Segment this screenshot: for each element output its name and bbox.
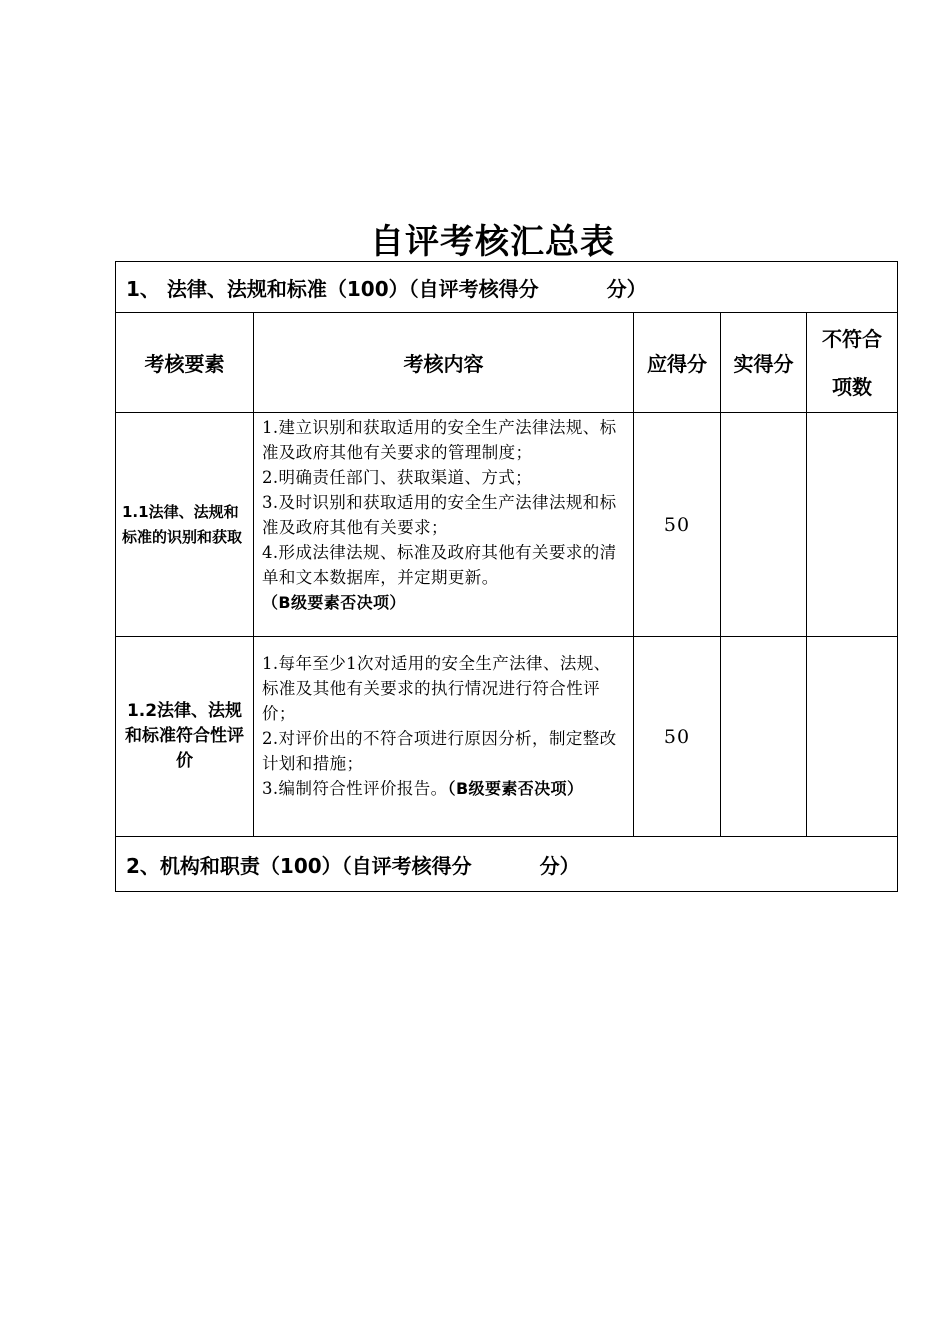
section-1-label: 1、 法律、法规和标准（100）（自评考核得分: [126, 276, 539, 301]
row-2-content-line: [262, 776, 625, 801]
section-2-row: [115, 836, 898, 892]
header-noncompliant-count: [806, 312, 898, 413]
header-element: 考核要素: [115, 312, 254, 413]
row-2-content-line: 2.对评价出的不符合项进行原因分析，制定整改计划和措施；: [262, 729, 617, 773]
row-2-noncompliant-count[interactable]: [806, 636, 898, 837]
row-1-expected-score: 50: [633, 412, 721, 637]
row-1-content-line: 2.明确责任部门、获取渠道、方式；: [262, 468, 533, 487]
row-1-veto-note: （B级要素否决项）: [262, 593, 406, 612]
page-title: 自评考核汇总表: [370, 222, 615, 262]
section-2-suffix: 分）: [539, 853, 580, 878]
row-2-element: 1.2法律、法规和标准符合性评价: [115, 636, 254, 837]
row-2-veto-note: （B级要素否决项）: [447, 779, 584, 798]
header-actual-score: 实得分: [720, 312, 807, 413]
row-2-content: [253, 636, 634, 837]
row-1-element: 1.1法律、法规和标准的识别和获取: [115, 412, 254, 637]
header-content: 考核内容: [253, 312, 634, 413]
row-1-content-line: 4.形成法律法规、标准及政府其他有关要求的清单和文本数据库，并定期更新。: [262, 543, 617, 587]
row-1-content-line: 3.及时识别和获取适用的安全生产法律法规和标准及政府其他有关要求；: [262, 493, 617, 537]
header-noncompliant-line2: 项数: [832, 374, 872, 399]
section-1-row: [115, 261, 898, 313]
row-2-content-line: 1.每年至少1次对适用的安全生产法律、法规、标准及其他有关要求的执行情况进行符合性评价；: [262, 654, 611, 723]
row-2-actual-score[interactable]: [720, 636, 807, 837]
summary-table: [115, 261, 898, 892]
header-expected-score: 应得分: [633, 312, 721, 413]
row-1-noncompliant-count[interactable]: [806, 412, 898, 637]
row-1-actual-score[interactable]: [720, 412, 807, 637]
header-noncompliant-line1: 不符合: [822, 326, 882, 351]
row-1-content: [253, 412, 634, 637]
row-2-content-last: 3.编制符合性评价报告。: [262, 779, 448, 798]
section-2-label: 2、机构和职责（100）（自评考核得分: [126, 853, 472, 878]
section-1-suffix: 分）: [606, 276, 647, 301]
row-1-content-line: 1.建立识别和获取适用的安全生产法律法规、标准及政府其他有关要求的管理制度；: [262, 418, 617, 462]
row-2-expected-score: 50: [633, 636, 721, 837]
